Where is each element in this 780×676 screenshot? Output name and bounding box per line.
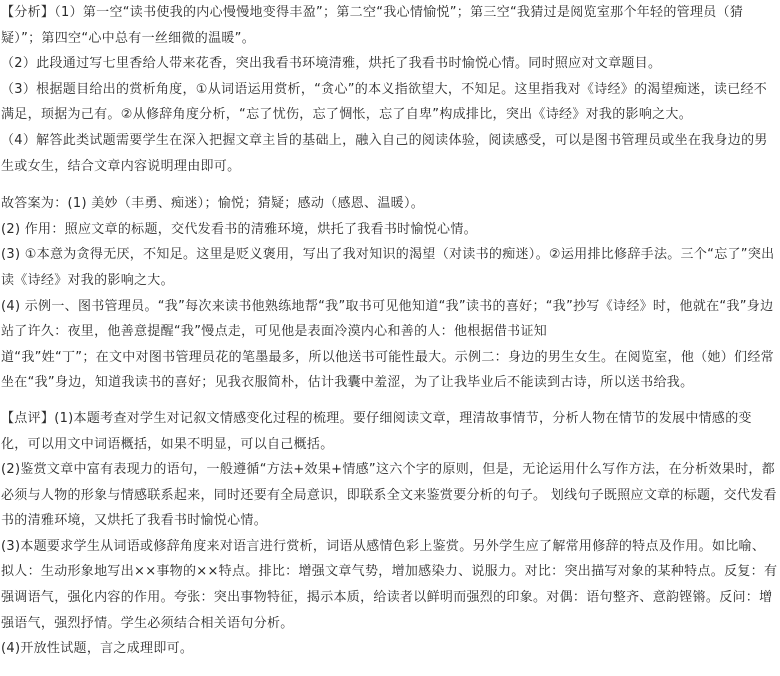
comment-1: 【点评】(1)本题考查对学生对记叙文情感变化过程的梳理。要仔细阅读文章，理清故事情节，分析人物在情节的发展中情感的变化，可以用文中词语概括，如果不明显，可以自己概括。 [1, 410, 752, 452]
answer-3: (3) ①本意为贪得无厌，不知足。这里是贬义褒用，写出了我对知识的渴望（对读书的痴迷）。②运用排比修辞手法。三个“忘了”突出读《诗经》对我的影响之大。 [1, 247, 775, 288]
analysis-paragraph-2: （2）此段通过写七里香给人带来花香，突出我看书环境清雅，烘托了我看书时愉悦心情。同时照应对文章题目。 [1, 56, 662, 72]
comment-2: (2)鉴赏文章中富有表现力的语句，一般遵循“方法+效果+情感”这六个字的原则，但是，无论运用什么写作方法，在分析效果时，都必须与人物的形象与情感联系起来，同时还要有全局意识，即联系全文来鉴赏要分析的句子。 划线句子既照应文章的标题，交代发看书的清雅环境，又烘托了我看书时愉悦心情。 [1, 462, 777, 529]
analysis-paragraph-1: 【分析】（1）第一空“读书使我的内心慢慢地变得丰盈”；第二空“我心情愉悦”；第三空“我猜过是阅览室那个年轻的管理员（猜疑）”；第四空“心中总有一丝细微的温暖”。 [1, 5, 744, 46]
answer-2: (2) 作用：照应文章的标题，交代发看书的清雅环境，烘托了我看书时愉悦心情。 [1, 221, 477, 237]
spacer [1, 179, 778, 191]
comment-section [1, 406, 778, 662]
comment-4: (4)开放性试题，言之成理即可。 [1, 641, 194, 657]
analysis-section [1, 0, 778, 179]
answer-1: 故答案为：(1) 美妙（丰勇、痴迷）；愉悦；猜疑；感动（感恩、温暖）。 [1, 196, 425, 212]
answer-4-part-1: (4) 示例一、图书管理员。“我”每次来读书他熟练地帮“我”取书可见他知道“我”读书的喜好；“我”抄写《诗经》时，他就在“我”身边站了许久：夜里，他善意提醒“我”慢点走，可见他是表面冷漠内心和善的人：他根据借书证知 [1, 298, 774, 340]
spacer [1, 396, 778, 406]
analysis-paragraph-3: （3）根据题目给出的赏析角度，①从词语运用赏析，“贪心”的本义指欲望大，不知足。这里指我对《诗经》的渴望痴迷，读已经不满足，顼据为己有。②从修辞角度分析，“忘了忧伤，忘了惆怅，忘了自卑”构成排比，突出《诗经》对我的影响之大。 [1, 81, 768, 123]
answer-4-part-2: 道“我”姓“丁”；在文中对图书管理员花的笔墨最多，所以他送书可能性最大。示例二：身边的男生女生。在阅览室，他（她）们经常坐在“我”身边，知道我读书的喜好；见我衣服简朴，估计我囊中羞涩，为了让我毕业后不能读到古诗，所以送书给我。 [1, 349, 774, 391]
comment-3: (3)本题要求学生从词语或修辞角度来对语言进行赏析，词语从感情色彩上鉴赏。另外学生应了解常用修辞的特点及作用。如比喻、拟人：生动形象地写出××事物的××特点。排比：增强文章气势，增加感染力、说服力。对比：突出描写对象的某种特点。反复：有强调语气，强化内容的作用。夸张：突出事物特征，揭示本质，给读者以鲜明而强烈的印象。对偶：语句整齐、意韵铿锵。反问：增强语气，强烈抒情。学生必须结合相关语句分析。 [1, 538, 778, 631]
answer-section [1, 191, 778, 396]
analysis-paragraph-4: （4）解答此类试题需要学生在深入把握文章主旨的基础上，融入自己的阅读体验，阅读感受，可以是图书管理员或坐在我身边的男生或女生，结合文章内容说明理由即可。 [1, 132, 768, 174]
